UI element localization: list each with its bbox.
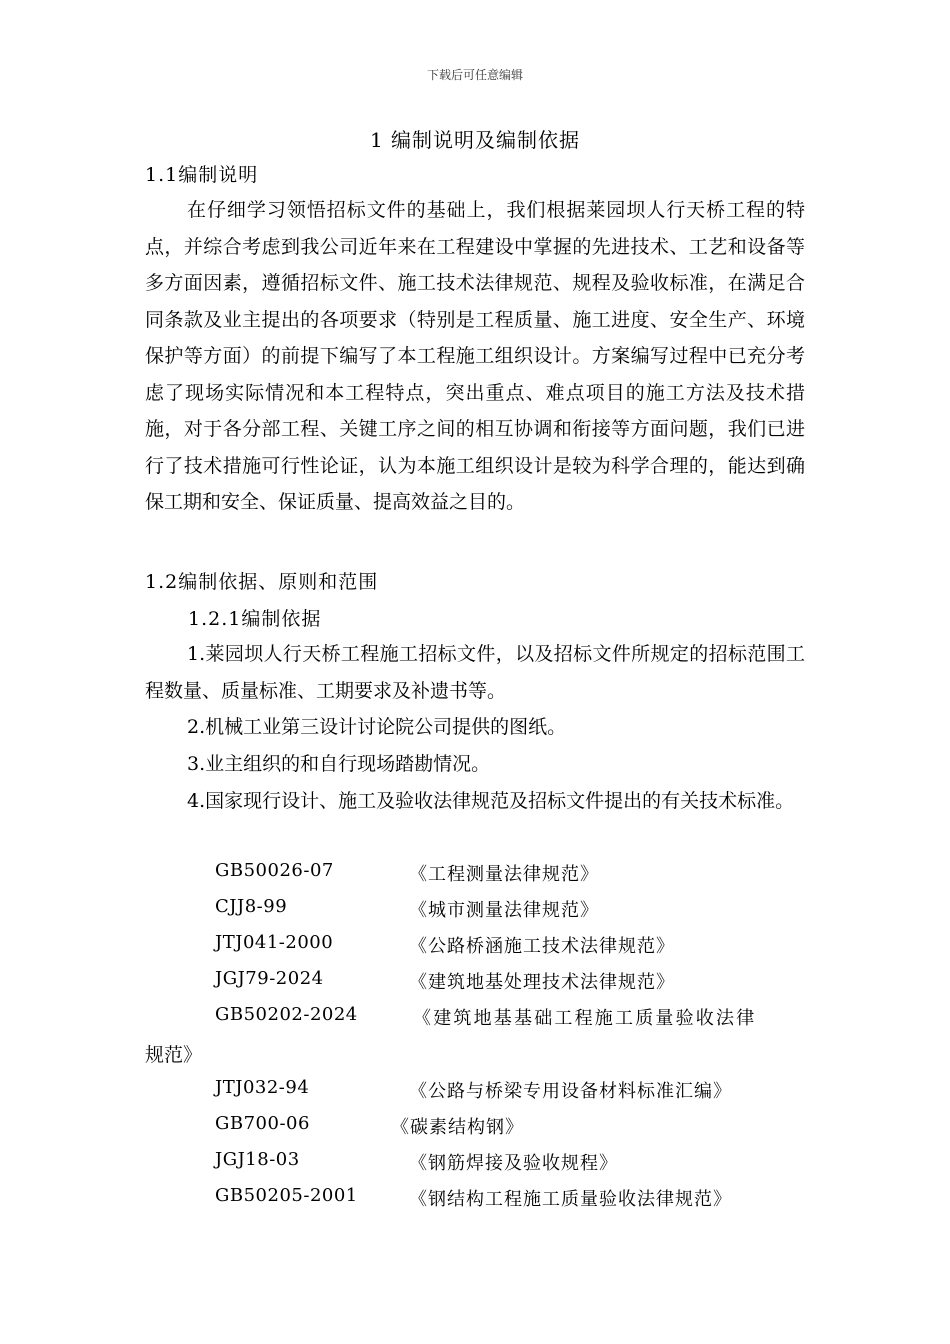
standard-name: 《工程测量法律规范》 [409,864,599,885]
standard-name: 《公路与桥梁专用设备材料标准汇编》 [409,1081,732,1102]
standard-name: 《建筑地基处理技术法律规范》 [409,972,675,993]
standard-name: 《城市测量法律规范》 [409,900,599,921]
standard-name: 《钢筋焊接及验收规程》 [409,1153,618,1174]
standard-row [215,932,815,960]
standard-code: JTJ032-94 [215,1077,310,1098]
basis-item-2: 2.机械工业第三设计讨论院公司提供的图纸。 [187,716,567,738]
standard-name: 《建筑地基基础工程施工质量验收法律 [413,1008,757,1029]
basis-item-4: 4.国家现行设计、施工及验收法律规范及招标文件提出的有关技术标准。 [187,790,795,812]
standard-code: GB50026-07 [215,860,334,881]
basis-item-3: 3.业主组织的和自行现场踏勘情况。 [187,753,491,775]
section-1-1-paragraph: 在仔细学习领悟招标文件的基础上，我们根据莱园坝人行天桥工程的特点，并综合考虑到我公司近年来在工程建设中掌握的先进技术、工艺和设备等多方面因素，遵循招标文件、施工技术法律规范、规程及验收标准，在满足合同条款及业主提出的各项要求（特别是工程质量、施工进度、安全生产、环境保护等方面）的前提下编写了本工程施工组织设计。方案编写过程中已充分考虑了现场实际情况和本工程特点，突出重点、难点项目的施工方法及技术措施，对于各分部工程、关键工序之间的相互协调和衔接等方面问题，我们已进行了技术措施可行性论证，认为本施工组织设计是较为科学合理的，能达到确保工期和安全、保证质量、提高效益之目的。 [145,199,805,513]
standard-row [215,1004,815,1032]
standard-name: 《钢结构工程施工质量验收法律规范》 [409,1189,732,1210]
standard-name-continuation: 规范》 [145,1044,203,1066]
standard-row [215,968,815,996]
standard-code: JGJ79-2024 [215,968,324,989]
section-1-2-heading: 1.2编制依据、原则和范围 [145,571,379,593]
standard-row [215,1185,815,1213]
standard-name: 《公路桥涵施工技术法律规范》 [409,936,675,957]
standard-code: GB50202-2024 [215,1004,358,1025]
basis-item-1: 1.莱园坝人行天桥工程施工招标文件，以及招标文件所规定的招标范围工程数量、质量标准、工期要求及补遗书等。 [145,643,805,702]
standard-row [215,860,815,888]
standard-code: GB700-06 [215,1113,310,1134]
standard-code: GB50205-2001 [215,1185,358,1206]
standard-code: CJJ8-99 [215,896,288,917]
chapter-title: 1 编制说明及编制依据 [369,128,581,152]
standard-row [215,1149,815,1177]
section-1-1-heading: 1.1编制说明 [145,164,259,186]
standard-row [215,1113,815,1141]
standard-code: JGJ18-03 [215,1149,300,1170]
standard-row [215,896,815,924]
standard-row [215,1077,815,1105]
section-1-2-1-heading: 1.2.1编制依据 [188,608,322,630]
page-header: 下载后可任意编辑 [426,68,523,82]
standard-name: 《碳素结构钢》 [391,1117,524,1138]
standard-code: JTJ041-2000 [215,932,334,953]
